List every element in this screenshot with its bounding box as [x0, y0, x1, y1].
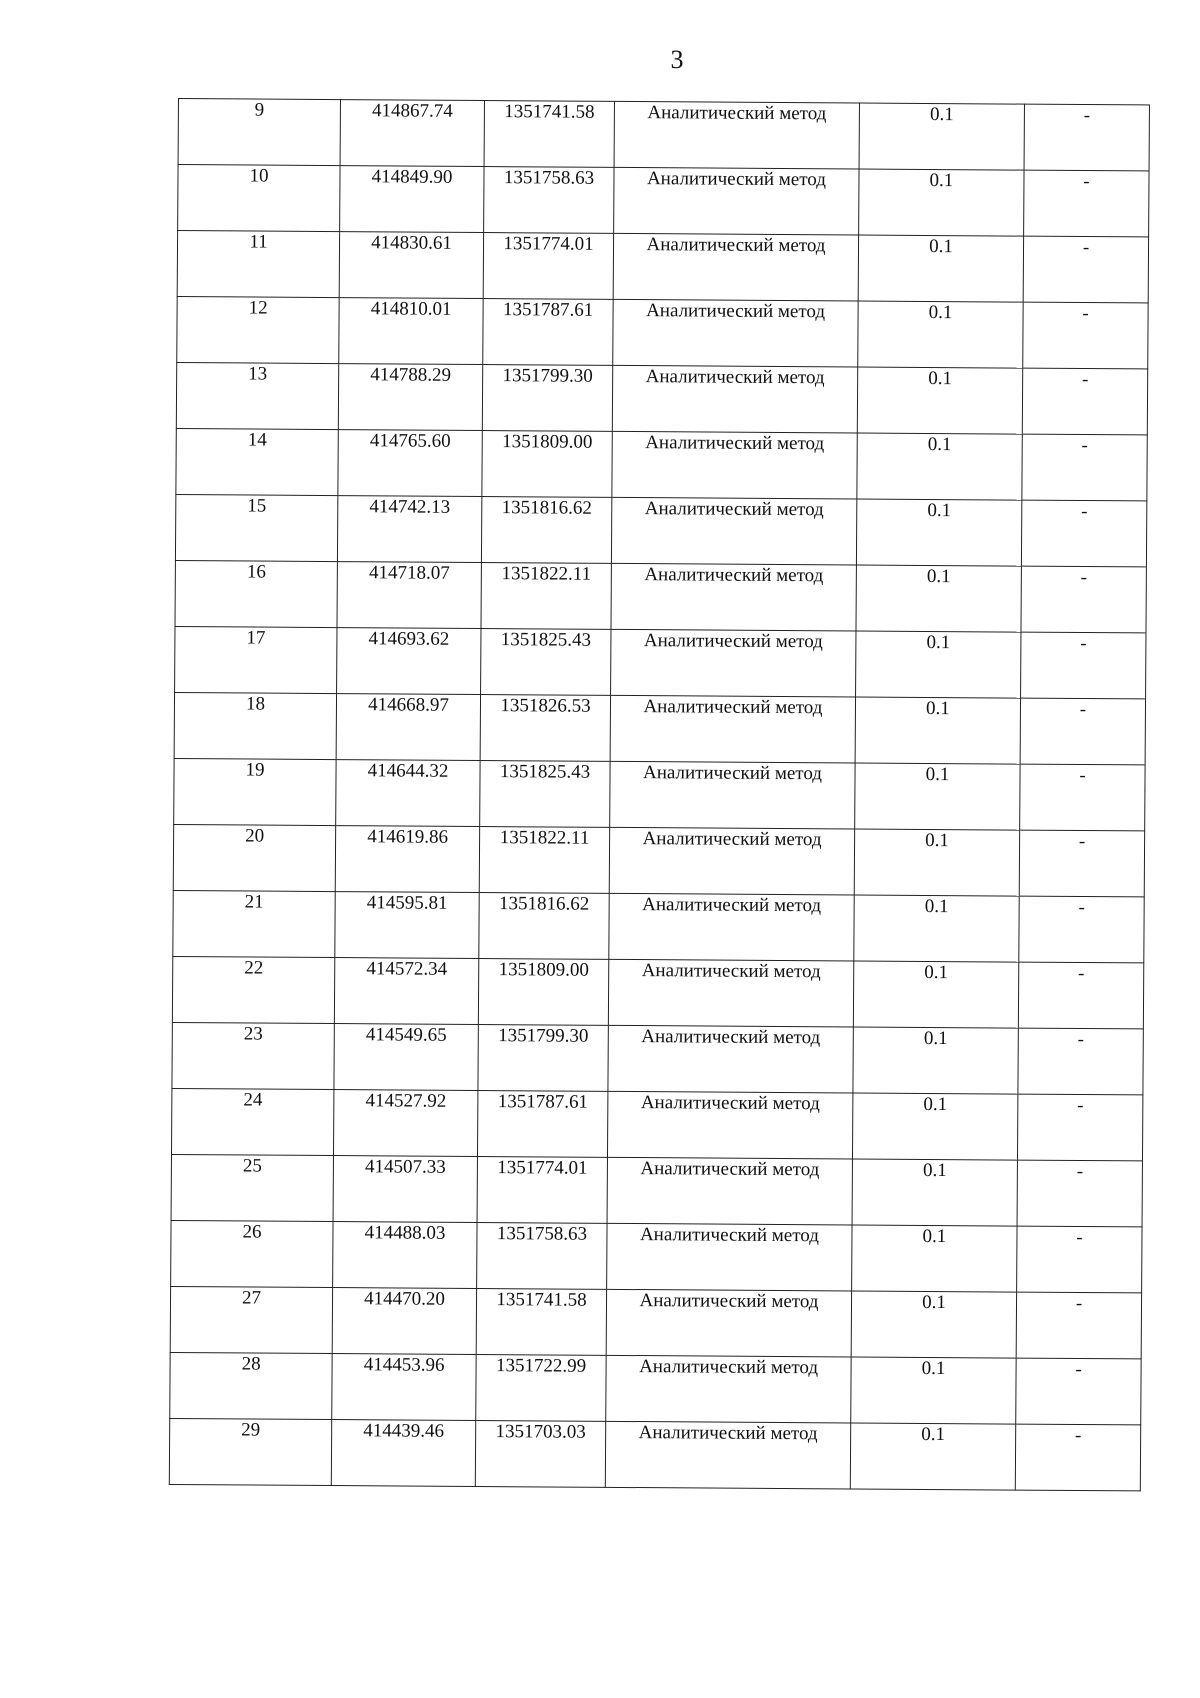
description-cell: - [1016, 1292, 1141, 1359]
accuracy-cell: 0.1 [855, 697, 1020, 764]
table-row [172, 956, 1143, 1028]
point-number-cell: 22 [172, 956, 334, 1023]
coordinate-y-cell: 1351722.99 [476, 1355, 606, 1422]
coordinate-x-cell: 414788.29 [338, 364, 482, 431]
coordinate-y-cell: 1351774.01 [483, 233, 613, 300]
description-cell: - [1016, 1358, 1141, 1425]
point-number-cell: 11 [177, 231, 339, 298]
table-row [174, 758, 1145, 830]
point-number-cell: 29 [169, 1418, 331, 1485]
coordinate-y-cell: 1351809.00 [482, 431, 612, 498]
coordinate-x-cell: 414453.96 [332, 1354, 476, 1421]
coordinate-y-cell: 1351816.62 [479, 893, 609, 960]
coordinate-y-cell: 1351809.00 [478, 959, 608, 1026]
table-row [171, 1088, 1142, 1160]
accuracy-cell: 0.1 [852, 1159, 1017, 1226]
coordinate-y-cell: 1351825.43 [481, 629, 611, 696]
point-number-cell: 21 [173, 890, 335, 957]
coordinates-table [169, 98, 1150, 1491]
table-row [173, 890, 1144, 962]
point-number-cell: 16 [175, 560, 337, 627]
accuracy-cell: 0.1 [856, 631, 1021, 698]
table-row [170, 1286, 1141, 1358]
coordinate-y-cell: 1351758.63 [477, 1223, 607, 1290]
description-cell: - [1019, 830, 1144, 897]
coordinate-x-cell: 414810.01 [339, 298, 483, 365]
description-cell: - [1017, 1094, 1142, 1161]
coordinate-y-cell: 1351787.61 [477, 1091, 607, 1158]
accuracy-cell: 0.1 [853, 1027, 1018, 1094]
coordinate-x-cell: 414488.03 [333, 1222, 477, 1289]
coordinate-y-cell: 1351758.63 [484, 167, 614, 234]
method-cell: Аналитический метод [606, 1289, 851, 1357]
method-cell: Аналитический метод [606, 1355, 851, 1423]
method-cell: Аналитический метод [614, 101, 859, 169]
description-cell: - [1017, 1160, 1142, 1227]
coordinate-x-cell: 414693.62 [337, 628, 481, 695]
coordinate-x-cell: 414644.32 [336, 760, 480, 827]
coordinate-y-cell: 1351787.61 [483, 299, 613, 366]
accuracy-cell: 0.1 [852, 1093, 1017, 1160]
method-cell: Аналитический метод [611, 563, 856, 631]
description-cell: - [1018, 1028, 1143, 1095]
coordinate-y-cell: 1351825.43 [480, 761, 610, 828]
table-row [171, 1220, 1142, 1292]
point-number-cell: 9 [178, 99, 340, 166]
table-row [176, 428, 1147, 500]
table-row [176, 362, 1147, 434]
accuracy-cell: 0.1 [854, 895, 1019, 962]
coordinate-x-cell: 414470.20 [332, 1288, 476, 1355]
table-row [169, 1418, 1140, 1490]
coordinate-x-cell: 414718.07 [337, 562, 481, 629]
point-number-cell: 25 [171, 1154, 333, 1221]
coordinate-x-cell: 414572.34 [334, 958, 478, 1025]
coordinate-x-cell: 414619.86 [335, 826, 479, 893]
method-cell: Аналитический метод [607, 1157, 852, 1225]
point-number-cell: 17 [175, 626, 337, 693]
method-cell: Аналитический метод [609, 893, 854, 961]
coordinate-x-cell: 414867.74 [340, 100, 484, 167]
point-number-cell: 14 [176, 428, 338, 495]
coordinates-table-container [169, 98, 1150, 1491]
method-cell: Аналитический метод [605, 1421, 850, 1489]
method-cell: Аналитический метод [612, 365, 857, 433]
method-cell: Аналитический метод [610, 695, 855, 763]
table-row [175, 494, 1146, 566]
point-number-cell: 12 [177, 296, 339, 363]
coordinate-y-cell: 1351703.03 [475, 1421, 605, 1488]
accuracy-cell: 0.1 [859, 169, 1024, 236]
description-cell: - [1020, 698, 1145, 765]
point-number-cell: 18 [174, 692, 336, 759]
method-cell: Аналитический метод [611, 497, 856, 565]
description-cell: - [1017, 1226, 1142, 1293]
coordinate-x-cell: 414765.60 [338, 430, 482, 497]
description-cell: - [1023, 302, 1148, 369]
table-row [171, 1154, 1142, 1226]
coordinate-x-cell: 414507.33 [333, 1156, 477, 1223]
method-cell: Аналитический метод [614, 167, 859, 235]
accuracy-cell: 0.1 [850, 1423, 1015, 1490]
description-cell: - [1024, 170, 1149, 237]
coordinate-y-cell: 1351799.30 [482, 365, 612, 432]
description-cell: - [1024, 104, 1149, 171]
point-number-cell: 27 [170, 1286, 332, 1353]
table-row [173, 824, 1144, 896]
point-number-cell: 24 [171, 1088, 333, 1155]
table-row [178, 99, 1149, 171]
accuracy-cell: 0.1 [857, 433, 1022, 500]
table-row [177, 296, 1148, 368]
coordinates-table-body [169, 99, 1149, 1491]
point-number-cell: 20 [173, 824, 335, 891]
point-number-cell: 15 [175, 494, 337, 561]
coordinate-x-cell: 414668.97 [336, 694, 480, 761]
coordinate-x-cell: 414742.13 [337, 496, 481, 563]
description-cell: - [1018, 962, 1143, 1029]
coordinate-y-cell: 1351822.11 [481, 563, 611, 630]
accuracy-cell: 0.1 [854, 829, 1019, 896]
accuracy-cell: 0.1 [852, 1225, 1017, 1292]
description-cell: - [1023, 236, 1148, 303]
table-row [178, 165, 1149, 237]
method-cell: Аналитический метод [608, 1025, 853, 1093]
description-cell: - [1020, 764, 1145, 831]
method-cell: Аналитический метод [613, 299, 858, 367]
accuracy-cell: 0.1 [856, 565, 1021, 632]
coordinate-y-cell: 1351826.53 [480, 695, 610, 762]
page-number: 3 [670, 45, 684, 74]
description-cell: - [1019, 896, 1144, 963]
coordinate-y-cell: 1351774.01 [477, 1157, 607, 1224]
table-row [174, 692, 1145, 764]
coordinate-x-cell: 414595.81 [335, 892, 479, 959]
coordinate-y-cell: 1351799.30 [478, 1025, 608, 1092]
method-cell: Аналитический метод [608, 959, 853, 1027]
coordinate-y-cell: 1351822.11 [479, 827, 609, 894]
accuracy-cell: 0.1 [851, 1357, 1016, 1424]
point-number-cell: 10 [178, 165, 340, 232]
description-cell: - [1015, 1424, 1140, 1491]
method-cell: Аналитический метод [609, 827, 854, 895]
coordinate-x-cell: 414549.65 [334, 1024, 478, 1091]
method-cell: Аналитический метод [607, 1223, 852, 1291]
table-row [175, 626, 1146, 698]
table-row [172, 1022, 1143, 1094]
accuracy-cell: 0.1 [853, 961, 1018, 1028]
accuracy-cell: 0.1 [855, 763, 1020, 830]
description-cell: - [1021, 632, 1146, 699]
coordinate-y-cell: 1351741.58 [484, 101, 614, 168]
coordinate-x-cell: 414527.92 [333, 1090, 477, 1157]
description-cell: - [1021, 500, 1146, 567]
coordinate-y-cell: 1351741.58 [476, 1289, 606, 1356]
accuracy-cell: 0.1 [858, 235, 1023, 302]
table-row [177, 231, 1148, 303]
point-number-cell: 23 [172, 1022, 334, 1089]
coordinate-y-cell: 1351816.62 [481, 497, 611, 564]
method-cell: Аналитический метод [611, 629, 856, 697]
accuracy-cell: 0.1 [856, 499, 1021, 566]
coordinate-x-cell: 414439.46 [331, 1420, 475, 1487]
accuracy-cell: 0.1 [858, 301, 1023, 368]
description-cell: - [1022, 368, 1147, 435]
point-number-cell: 13 [176, 362, 338, 429]
point-number-cell: 19 [174, 758, 336, 825]
description-cell: - [1022, 434, 1147, 501]
accuracy-cell: 0.1 [851, 1291, 1016, 1358]
method-cell: Аналитический метод [607, 1091, 852, 1159]
table-row [175, 560, 1146, 632]
accuracy-cell: 0.1 [859, 103, 1024, 170]
method-cell: Аналитический метод [612, 431, 857, 499]
method-cell: Аналитический метод [613, 233, 858, 301]
table-row [170, 1352, 1141, 1424]
coordinate-x-cell: 414830.61 [339, 232, 483, 299]
description-cell: - [1021, 566, 1146, 633]
coordinate-x-cell: 414849.90 [340, 166, 484, 233]
point-number-cell: 28 [170, 1352, 332, 1419]
point-number-cell: 26 [171, 1220, 333, 1287]
accuracy-cell: 0.1 [857, 367, 1022, 434]
method-cell: Аналитический метод [610, 761, 855, 829]
